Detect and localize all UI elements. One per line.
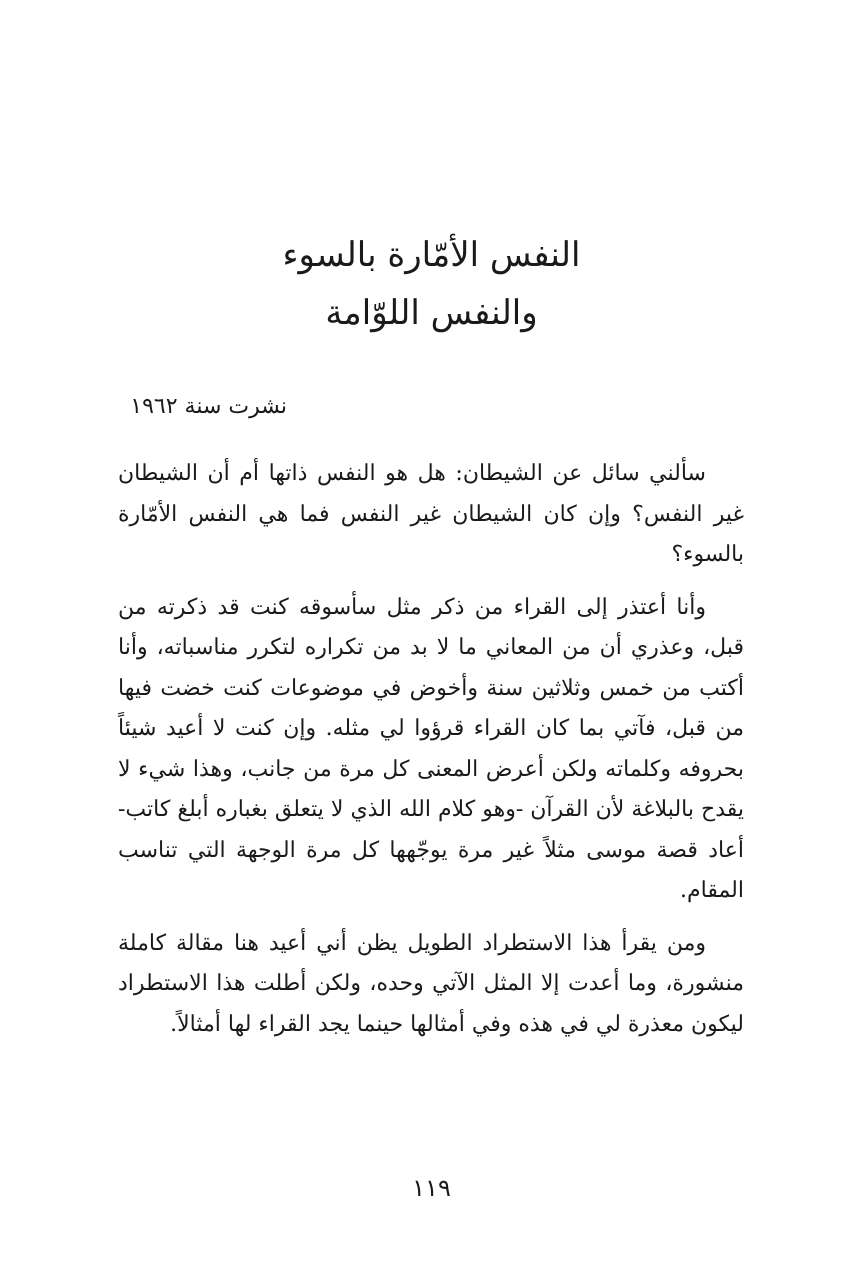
page-number: ١١٩: [412, 1174, 451, 1202]
publication-note: نشرت سنة ١٩٦٢: [130, 394, 287, 419]
chapter-title-line-2: والنفس اللوّامة: [325, 293, 538, 333]
chapter-title-line-1: النفس الأمّارة بالسوء: [282, 235, 581, 275]
body-text: [118, 454, 744, 1057]
paragraph-1: سألني سائل عن الشيطان: هل هو النفس ذاتها أم أن الشيطان غير النفس؟ وإن كان الشيطان غير النفس فما هي النفس الأمّارة بالسوء؟: [118, 461, 744, 567]
chapter-title: [0, 226, 863, 342]
paragraph-2: وأنا أعتذر إلى القراء من ذكر مثل سأسوقه كنت قد ذكرته من قبل، وعذري أن من المعاني ما لا بد من تكراره لتكرر مناسباته، وأنا أكتب من خمس وثلاثين سنة وأخوض في موضوعات كنت خضت فيها من قبل، فآتي بما كان القراء قرؤوا لي مثله. وإن كنت لا أعيد شيئاً بحروفه وكلماته ولكن أعرض المعنى كل مرة من جانب، وهذا شيء لا يقدح بالبلاغة لأن القرآن -وهو كلام الله الذي لا يتعلق بغباره أبلغ كاتب- أعاد قصة موسى مثلاً غير مرة يوجّهها كل مرة الوجهة التي تناسب المقام.: [118, 594, 744, 903]
paragraph-3: ومن يقرأ هذا الاستطراد الطويل يظن أني أعيد هنا مقالة كاملة منشورة، وما أعدت إلا المثل الآتي وحده، ولكن أطلت هذا الاستطراد ليكون معذرة لي في هذه وفي أمثالها حينما يجد القراء لها أمثالاً.: [118, 930, 744, 1037]
